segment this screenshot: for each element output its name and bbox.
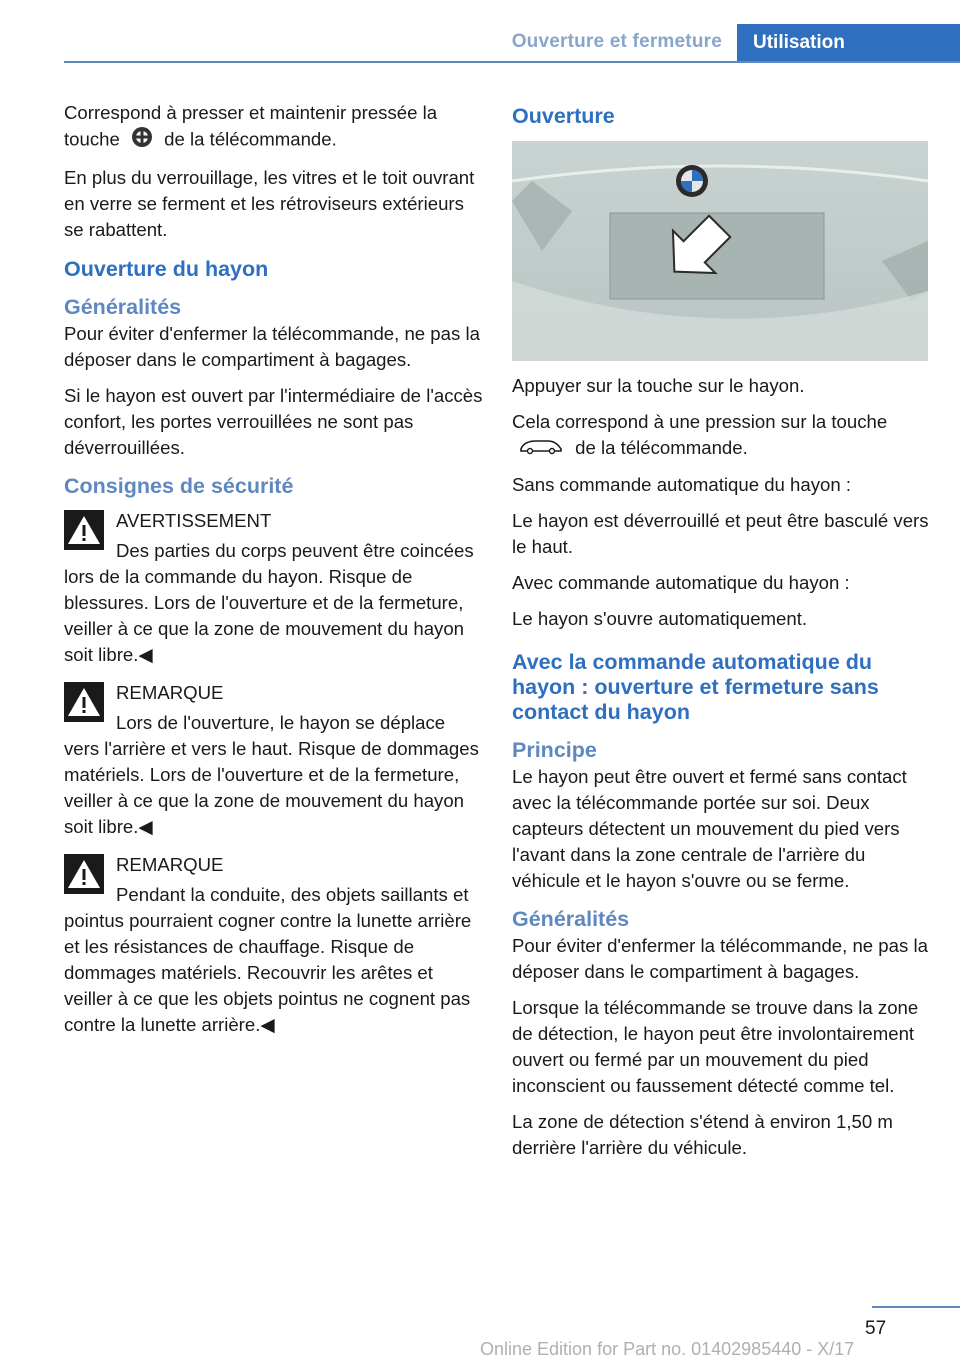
footer-rule <box>872 1306 960 1308</box>
warning-triangle-icon <box>64 682 104 722</box>
paragraph: Le hayon est déverrouillé et peut être basculé vers le haut. <box>512 510 929 558</box>
note-block <box>64 852 484 1038</box>
warning-block <box>64 508 484 668</box>
subsection-heading: Principe <box>512 738 597 763</box>
subsection-heading: Généralités <box>512 907 630 932</box>
warning-triangle-icon <box>64 510 104 550</box>
note-title: REMARQUE <box>116 854 224 875</box>
section-heading: Ouverture du hayon <box>64 257 269 281</box>
paragraph: Lorsque la télécommande se trouve dans la zone de détection, le hayon peut être involontairement ouvert ou fermé par un mouvement du pied inconscient ou faussement détecté comme tel. <box>512 997 919 1097</box>
paragraph: Sans commande automatique du hayon : <box>512 474 852 496</box>
left-column <box>64 100 484 1050</box>
header-chapter-tab: Utilisation <box>737 24 960 62</box>
section-heading: Avec la commande automatique du hayon : ouverture et fermeture sans contact du hayon <box>512 650 879 725</box>
subsection-heading: Consignes de sécurité <box>64 474 294 498</box>
paragraph: En plus du verrouillage, les vitres et le toit ouvrant en verre se ferment et les rétroviseurs extérieurs se rabattent. <box>64 167 475 240</box>
paragraph: Appuyer sur la touche sur le hayon. <box>512 375 805 396</box>
paragraph: Si le hayon est ouvert par l'intermédiaire de l'accès confort, les portes verrouillées ne sont pas déverrouillées. <box>64 385 483 458</box>
warning-title: AVERTISSEMENT <box>116 510 272 531</box>
right-column <box>512 100 930 1171</box>
tailgate-button-icon <box>518 436 564 462</box>
edition-footer: Online Edition for Part no. 01402985440 - X/17 <box>480 1339 855 1359</box>
tailgate-photo <box>512 141 928 361</box>
note-block <box>64 680 484 840</box>
paragraph: Pour éviter d'enfermer la télécommande, ne pas la déposer dans le compartiment à bagages. <box>512 935 928 983</box>
lock-button-icon <box>131 126 153 155</box>
header-section-title: Ouverture et fermeture <box>511 31 722 52</box>
subsection-heading: Généralités <box>64 295 182 319</box>
paragraph: Correspond à presser et maintenir pressée la touche de la télécommande. <box>64 100 484 155</box>
warning-text: Des parties du corps peuvent être coincées lors de la commande du hayon. Risque de blessures. Lors de l'ouverture et de la fermeture, veiller à ce que la zone de mouvement du hayon soit libre.◀ <box>64 540 474 665</box>
paragraph: Le hayon s'ouvre automatiquement. <box>512 608 808 630</box>
note-text: Lors de l'ouverture, le hayon se déplace vers l'arrière et vers le haut. Risque de dommages matériels. Lors de l'ouverture et de la fermeture, veiller à ce que la zone de mouvement du hayon soit libre.◀ <box>64 712 479 837</box>
paragraph: Pour éviter d'enfermer la télécommande, ne pas la déposer dans le compartiment à bagages. <box>64 323 480 370</box>
section-heading: Ouverture <box>512 104 615 128</box>
page-number: 57 <box>865 1318 887 1339</box>
warning-triangle-icon <box>64 854 104 894</box>
paragraph: Avec commande automatique du hayon : <box>512 572 850 594</box>
header-rule <box>64 61 960 63</box>
paragraph: La zone de détection s'étend à environ 1,50 m derrière l'arrière du véhicule. <box>512 1111 893 1159</box>
paragraph: Le hayon peut être ouvert et fermé sans contact avec la télécommande portée sur soi. Deux capteurs détectent un mouvement du pied vers l'avant dans la zone centrale de l'arrière du véhicule et le hayon s'ouvre ou se ferme. <box>512 766 907 892</box>
note-title: REMARQUE <box>116 682 224 703</box>
note-text: Pendant la conduite, des objets saillants et pointus pourraient cogner contre la lunette arrière et les résistances de chauffage. Risque de dommages matériels. Recouvrir les arêtes et veiller à ce que les objets pointus ne cognent pas contre la lunette arrière.◀ <box>64 884 472 1035</box>
paragraph: Cela correspond à une pression sur la touche de la télécommande. <box>512 409 930 462</box>
